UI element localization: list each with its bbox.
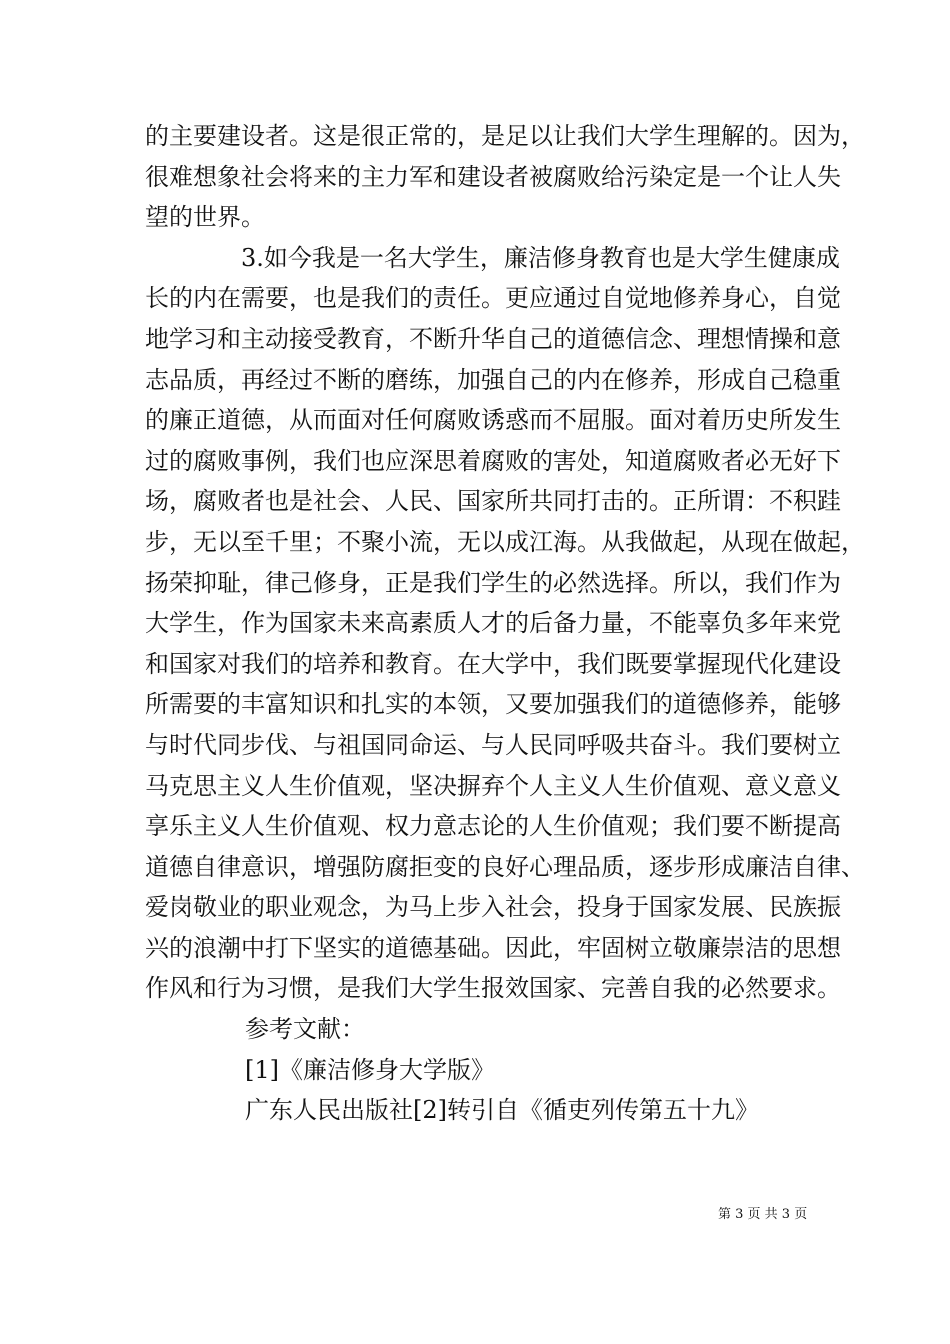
body-line: 步，无以至千里；不聚小流，无以成江海。从我做起，从现在做起， [145,527,865,556]
body-line: 大学生，作为国家未来高素质人才的后备力量，不能辜负多年来党 [145,609,841,638]
body-line: 扬荣抑耻，律己修身，正是我们学生的必然选择。所以，我们作为 [145,568,841,597]
body-text [145,116,865,1131]
body-line: 所需要的丰富知识和扎实的本领，又要加强我们的道德修养，能够 [145,690,841,719]
references-section [145,1009,813,1131]
reference-item: 广东人民出版社[2]转引自《循吏列传第五十九》 [245,1096,759,1125]
body-line: 和国家对我们的培养和教育。在大学中，我们既要掌握现代化建设 [145,649,841,678]
body-line: 的主要建设者。这是很正常的，是足以让我们大学生理解的。因为， [145,122,865,150]
body-line: 与时代同步伐、与祖国同命运、与人民同呼吸共奋斗。我们要树立 [145,730,841,759]
body-line: 兴的浪潮中打下坚实的道德基础。因此，牢固树立敬廉崇洁的思想 [145,933,841,962]
body-line: 地学习和主动接受教育，不断升华自己的道德信念、理想情操和意 [145,324,841,353]
body-line: 志品质，再经过不断的磨练，加强自己的内在修养，形成自己稳重 [145,365,841,394]
body-line: 过的腐败事例，我们也应深思着腐败的害处，知道腐败者必无好下 [145,446,841,475]
body-line: 3.如今我是一名大学生，廉洁修身教育也是大学生健康成 [145,243,840,272]
body-line: 爱岗敬业的职业观念，为马上步入社会，投身于国家发展、民族振 [145,893,841,922]
body-line: 作风和行为习惯，是我们大学生报效国家、完善自我的必然要求。 [145,974,841,1003]
body-line: 望的世界。 [145,203,265,232]
body-line: 很难想象社会将来的主力军和建设者被腐败给污染定是一个让人失 [145,162,841,191]
references-heading: 参考文献： [245,1015,365,1044]
body-line: 长的内在需要，也是我们的责任。更应通过自觉地修养身心，自觉 [145,284,841,313]
page-number-footer: 第 3 页 共 3 页 [718,1207,808,1222]
body-line: 的廉正道德，从而面对任何腐败诱惑而不屈服。面对着历史所发生 [145,406,841,435]
body-line: 马克思主义人生价值观，坚决摒弃个人主义人生价值观、意义意义 [145,771,841,800]
body-line: 道德自律意识，增强防腐拒变的良好心理品质，逐步形成廉洁自律、 [145,852,865,881]
reference-item: [1]《廉洁修身大学版》 [245,1055,495,1084]
body-line: 场，腐败者也是社会、人民、国家所共同打击的。正所谓：不积跬 [145,487,841,516]
body-line: 享乐主义人生价值观、权力意志论的人生价值观；我们要不断提高 [145,812,841,841]
